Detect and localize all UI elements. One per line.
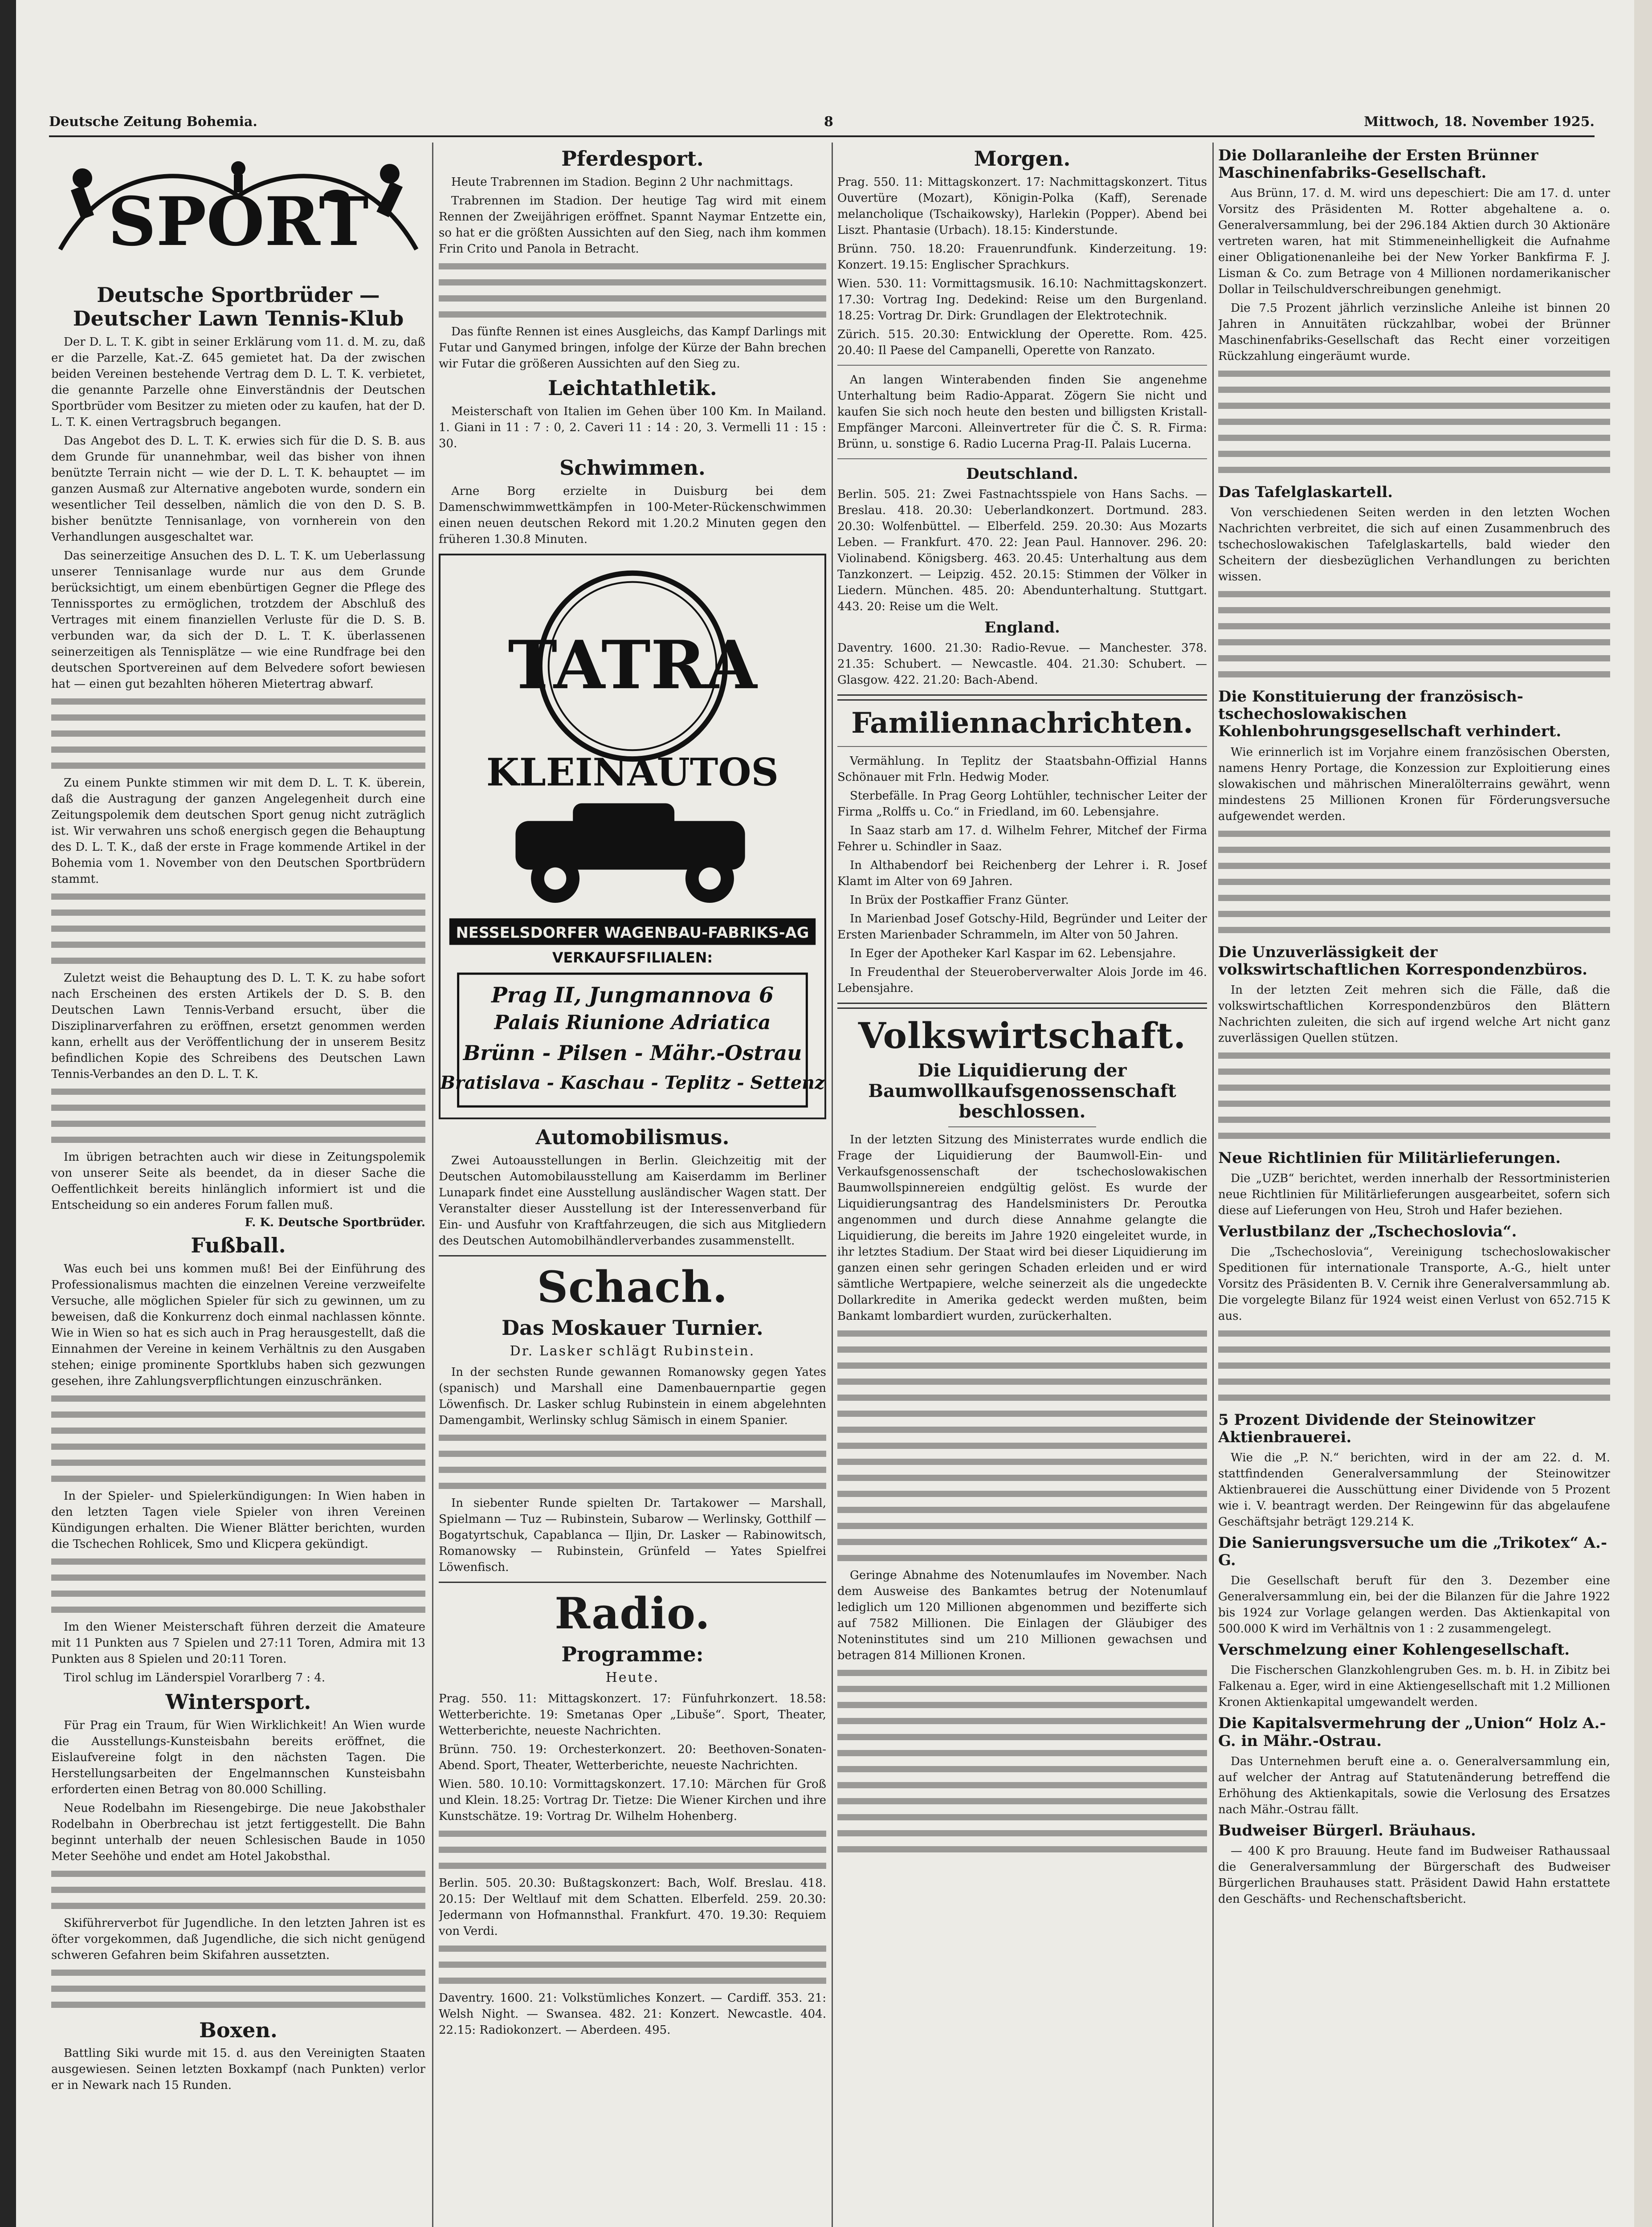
- paragraph: Wie erinnerlich ist im Vorjahre einem französischen Obersten, namens Henry Portage, die Konzession zur Exploitierung eines slowakischen und mährischen Mineralölterrains gewährt, wenn mindestens 25 Millionen Kronen für Förderungsversuche aufgewendet werden.: [1218, 745, 1610, 823]
- paragraph: Berlin. 505. 20.30: Bußtagskonzert: Bach, Wolf. Breslau. 418. 20.15: Der Weltlauf mit dem Schatten. Elberfeld. 259. 20.30: Jedermann von Hofmannsthal. Frankfurt. 470. 19.30: Requiem von Verdi.: [439, 1876, 826, 1938]
- paragraph: In Freudenthal der Steueroberverwalter Alois Jorde im 46. Lebensjahre.: [837, 965, 1207, 995]
- ad-company: NESSELSDORFER WAGENBAU-FABRIKS-AG: [456, 924, 809, 942]
- article-title-militaer: Neue Richtlinien für Militärlieferungen.: [1218, 1149, 1561, 1167]
- page-header: [49, 109, 1595, 135]
- header-date: Mittwoch, 18. November 1925.: [1364, 114, 1595, 130]
- section-title-radio: Radio.: [555, 1588, 710, 1639]
- paragraph: In der letzten Sitzung des Ministerrates wurde endlich die Frage der Liquidierung der Baumwoll-Ein- und Verkaufsgenossenschaft der tschechoslowakischen Baumwollspinnereien endgültig gelöst. Es wurde der Liquidierungsantrag des Handelsministers Dr. Peroutka angenommen und durch diese Annahme gelangte die Liquidierung, die bereits im Jahre 1920 eingeleitet wurde, in ihr letztes Stadium. Der Staat wird bei dieser Liquidierung im ganzen einen sehr geringen Schaden erleiden und er wird sämtliche Wertpapiere, welche seinerzeit als die ungedeckte Dollarkredite in Amerika gedeckt werden mußten, beim Bankamt lombardiert wurden, zurückerhalten.: [837, 1133, 1207, 1323]
- section-title-chess: Schach.: [537, 1261, 728, 1312]
- section-title-family: Familiennachrichten.: [851, 706, 1193, 740]
- section-title-horse: Pferdesport.: [561, 147, 704, 171]
- article-title-union: Die Kapitalsvermehrung der „Union“ Holz A.-G. in Mähr.-Ostrau.: [1218, 1714, 1606, 1750]
- ad-cities-2: Bratislava - Kaschau - Teplitz - Settenz: [441, 1073, 824, 1093]
- column-divider: [832, 143, 833, 2227]
- text-block: [837, 1327, 1207, 1567]
- ad-address-2: Palais Riunione Adriatica: [494, 1011, 771, 1034]
- section-title-germany: Deutschland.: [966, 465, 1078, 483]
- paragraph: Das seinerzeitige Ansuchen des D. L. T. K. um Ueberlassung unserer Tennisanlage wurde nur aus dem Grunde berücksichtigt, um einem ebenbürtigen Gegner die Pflege des Tennissportes zu ermöglichen, trotzdem der Abschluß des Vertrages mit einem finanziellen Verluste für die D. S. B. verbunden war, da sich der D. L. T. K. überlassenen seinerzeitigen als Tennisplätze — wie eine Rundfrage bei den deutschen Sportvereinen auf dem Belvedere sofort bewiesen hat — einen gut bezahlten höheren Mietertrag abwarf.: [51, 549, 425, 691]
- paragraph: Im übrigen betrachten auch wir diese in Zeitungspolemik von unserer Seite als beendet, da in dieser Sache die Oeffentlichkeit bereits hinlänglich informiert ist und die Entscheidung so ein anderes Forum fallen muß.: [51, 1150, 425, 1212]
- section-rule: [837, 365, 1207, 366]
- section-title-winter: Wintersport.: [165, 1689, 311, 1714]
- paragraph: Von verschiedenen Seiten werden in den letzten Wochen Nachrichten verbreitet, die sich auf einen Zusammenbruch des tschechoslowakischen Tafelglaskartells, bald wieder den Scheitern der diesbezüglichen Verhandlungen zu berichten wissen.: [1218, 506, 1610, 584]
- section-rule: [439, 1582, 826, 1583]
- economy-subtitle: Die Liquidierung der Baumwollkaufsgenossenschaft beschlossen.: [868, 1060, 1176, 1122]
- header-page-number: 8: [824, 114, 833, 130]
- article-title-unzuverlaessig: Die Unzuverlässigkeit der volkswirtschaftlichen Korrespondenzbüros.: [1218, 943, 1587, 979]
- paragraph: In der letzten Zeit mehren sich die Fälle, daß die volkswirtschaftlichen Korrespondenzbüros den Blättern Nachrichten zuleiten, die sich auf irgend welche Art nicht ganz zuverlässigen Quellen stützen.: [1218, 983, 1610, 1045]
- paragraph: Das Angebot des D. L. T. K. erwies sich für die D. S. B. aus dem Grunde für unannehmbar, weil das bisher von ihnen benützte Terrain nicht — wie der D. L. T. K. behauptet — im ganzen Ausmaß zur Alternative angeboten wurde, sondern ein wesentlicher Teil desselben, nämlich die von den D. S. B. bisher benützte Tennisanlage, von vornherein von den Verhandlungen ausgeschaltet war.: [51, 434, 425, 544]
- radio-subtitle: Programme:: [561, 1642, 704, 1667]
- text-block: [1218, 1049, 1610, 1145]
- paragraph: Für Prag ein Traum, für Wien Wirklichkeit! An Wien wurde die Ausstellungs-Kunsteisbahn bereits eröffnet, die Eislaufvereine folgt in den nächsten Tagen. Die Herstellungsarbeiten der Engelmannschen Kunsteisbahn erforderten einen Betrag von 80.000 Schilling.: [51, 1718, 425, 1796]
- paragraph: Neue Rodelbahn im Riesengebirge. Die neue Jakobsthaler Rodelbahn in Oberbrechau ist jetzt fertiggestellt. Die Bahn beginnt unterhalb der neuen Schlesischen Baude in 1050 Meter Seehöhe und endet am Hotel Jakobsthal.: [51, 1801, 425, 1863]
- tatra-advertisement: [439, 554, 826, 1119]
- article-title-bilanz: Verlustbilanz der „Tschechoslovia“.: [1218, 1222, 1517, 1240]
- paragraph: Zürich. 515. 20.30: Entwicklung der Operette. Rom. 425. 20.40: Il Paese del Campanelli, Operette von Ranzato.: [837, 327, 1207, 357]
- sport-banner-illustration: [51, 143, 425, 276]
- paragraph: Brünn. 750. 18.20: Frauenrundfunk. Kinderzeitung. 19: Konzert. 19.15: Englischer Sprachkurs.: [837, 242, 1207, 272]
- paragraph: Wie die „P. N.“ berichten, wird in der am 22. d. M. stattfindenden Generalversammlung der Steinowitzer Aktienbrauerei die Ausschüttung einer Dividende von 5 Prozent wie i. V. beantragt werden. Der Reingewinn für das abgelaufene Geschäftsjahr beträgt 129.214 K.: [1218, 1451, 1610, 1529]
- ad-branches-label: VERKAUFSFILIALEN:: [552, 950, 713, 966]
- column-2: [439, 143, 826, 2227]
- paragraph: Das Unternehmen beruft eine a. o. Generalversammlung ein, auf welcher der Antrag auf Statutenänderung betreffend die Erhöhung des Aktienkapitals, sowie die Verlosung des Ersatzes nach Mähr.-Ostrau fällt.: [1218, 1754, 1610, 1816]
- paragraph: Daventry. 1600. 21: Volkstümliches Konzert. — Cardiff. 353. 21: Welsh Night. — Swansea. 482. 21: Konzert. Newcastle. 404. 22.15: Radiokonzert. — Aberdeen. 495.: [439, 1991, 826, 2037]
- ad-kleinautos: KLEINAUTOS: [486, 750, 779, 795]
- paragraph: Die „Tschechoslovia“, Vereinigung tschechoslowakischer Speditionen für internationale Transporte, A.-G., hielt unter Vorsitz des Präsidenten B. V. Cernik ihre Generalversammlung ab. Die vorgelegte Bilanz für 1924 weist einen Verlust von 652.715 K aus.: [1218, 1245, 1610, 1323]
- text-block: [1218, 1327, 1610, 1407]
- paragraph: Skiführerverbot für Jugendliche. In den letzten Jahren ist es öfter vorgekommen, daß Jugendliche, die sich nicht genügend schweren Gefahren beim Skifahren aussetzten.: [51, 1916, 425, 1962]
- chess-subtitle: Das Moskauer Turnier.: [502, 1315, 763, 1340]
- section-title-football: Fußball.: [191, 1233, 286, 1257]
- paragraph: Das fünfte Rennen ist eines Ausgleichs, das Kampf Darlings mit Futar und Ganymed bringen, infolge der Kürze der Bahn brechen wir Futar die größeren Aussichten auf den Sieg zu.: [439, 325, 826, 371]
- header-rule: [49, 135, 1595, 137]
- paragraph: Geringe Abnahme des Notenumlaufes im November. Nach dem Ausweise des Bankamtes betrug der Notenumlauf lediglich um 120 Millionen abgenommen und bezifferte sich auf 7582 Millionen. Die Einlagen der Gläubiger des Noteninstitutes sind um 210 Millionen gewachsen und betragen 814 Millionen Kronen.: [837, 1568, 1207, 1662]
- section-rule: [439, 1255, 826, 1256]
- paragraph: In der sechsten Runde gewannen Romanowsky gegen Yates (spanisch) und Marshall eine Damenbauernpartie gegen Löwenfisch. Dr. Lasker schlug Rubinstein in einem abgelehnten Damengambit, Werlinsky schlug Sämisch in einem Spanier.: [439, 1365, 826, 1427]
- text-block: [51, 890, 425, 970]
- text-block: [439, 260, 826, 324]
- text-block: [439, 1431, 826, 1495]
- paragraph: Wien. 580. 10.10: Vormittagskonzert. 17.10: Märchen für Groß und Klein. 18.25: Vortrag Dr. Tietze: Die Wiener Kirchen und ihre Kunstschätze. 19: Vortrag Dr. Wilhelm Hohenberg.: [439, 1778, 826, 1823]
- scan-edge-left: [0, 0, 16, 2227]
- paragraph: Die Gesellschaft beruft für den 3. Dezember eine Generalversammlung ein, bei der die Bilanzen für die Jahre 1922 bis 1924 zur Vorlage gelangen werden. Das Aktienkapital von 500.000 K wird im Verhältnis von 1 : 2 zusammengelegt.: [1218, 1574, 1610, 1636]
- text-block: [439, 1942, 826, 1990]
- paragraph: Vermählung. In Teplitz der Staatsbahn-Offizial Hanns Schönauer mit Frln. Hedwig Moder.: [837, 754, 1207, 784]
- paragraph: In siebenter Runde spielten Dr. Tartakower — Marshall, Spielmann — Tuz — Rubinstein, Subarow — Werlinsky, Gotthilf — Bogatyrtschuk, Capablanca — Iljin, Dr. Lasker — Rabinowitsch, Romanowsky — Rubinstein, Grünfeld — Yates Spielfrei Löwenfisch.: [439, 1496, 826, 1574]
- article-title: Deutsche Sportbrüder — Deutscher Lawn Tennis-Klub: [73, 283, 404, 330]
- section-title-athletics: Leichtathletik.: [548, 375, 717, 400]
- article-signature: F. K. Deutsche Sportbrüder.: [245, 1215, 425, 1229]
- text-block: [1218, 827, 1610, 939]
- section-rule: [837, 746, 1207, 747]
- paragraph: Arne Borg erzielte in Duisburg bei dem Damenschwimmwettkämpfen in 100-Meter-Rückenschwimmen einen neuen deutschen Rekord mit 1.20.2 Minuten gegen den früheren 1.30.8 Minuten.: [439, 484, 826, 546]
- text-block: [837, 1666, 1207, 1859]
- paragraph: Was euch bei uns kommen muß! Bei der Einführung des Professionalismus machten die einzelnen Vereine verzweifelte Versuche, alle möglichen Spieler für sich zu gewinnen, um zu beweisen, daß die Konkurrenz doch einmal nachlassen könnte. Wie in Wien so hat es sich auch in Prag herausgestellt, daß die Einnahmen der Vereine in keinem Verhältnis zu den Ausgaben stehen; einige prominente Sportklubs haben sich gezwungen gesehen, ihre Zahlungsverpflichtungen einzuschränken.: [51, 1262, 425, 1388]
- paragraph: Meisterschaft von Italien im Gehen über 100 Km. In Mailand. 1. Giani in 11 : 7 : 0, 2. Caveri 11 : 14 : 20, 3. Vermelli 11 : 15 : 30.: [439, 404, 826, 450]
- text-block: [51, 1867, 425, 1915]
- section-title-swimming: Schwimmen.: [559, 455, 706, 480]
- paragraph: Wien. 530. 11: Vormittagsmusik. 16.10: Nachmittagskonzert. 17.30: Vortrag Ing. Dedekind: Reise um den Burgenland. 18.25: Vortrag Dr. Dirk: Grundlagen der Elektrotechnik.: [837, 277, 1207, 322]
- paragraph: Zu einem Punkte stimmen wir mit dem D. L. T. K. überein, daß die Austragung der ganzen Angelegenheit durch eine Zeitungspolemik dem deutschen Sport genug nicht zuträglich ist. Wir verwahren uns schoß energisch gegen die Behauptung des D. L. T. K., daß der erste in Frage kommende Artikel in der Bohemia vom 1. November von den Deutschen Sportbrüdern stammt.: [51, 776, 425, 886]
- paragraph: In der Spieler- und Spielerkündigungen: In Wien haben in den letzten Tagen viele Spieler von ihren Vereinen Kündigungen erhalten. Die Wiener Blätter berichten, wurden die Tschechen Rohlicek, Smo und Klicpera gekündigt.: [51, 1489, 425, 1551]
- paragraph: In Marienbad Josef Gotschy-Hild, Begründer und Leiter der Ersten Marienbader Schrammeln, im Alter von 50 Jahren.: [837, 912, 1207, 942]
- paragraph: Prag. 550. 11: Mittagskonzert. 17: Nachmittagskonzert. Titus Ouvertüre (Mozart), Königin-Polka (Kaff), Serenade melancholique (Tschaikowsky), Harlekin (Popper). Abend bei Liszt. Phantasie (Urbach). 18.15: Kinderstunde.: [837, 175, 1207, 237]
- paragraph: Aus Brünn, 17. d. M. wird uns depeschiert: Die am 17. d. unter Vorsitz des Präsidenten M. Rotter abgehaltene a. o. Generalversammlung, bei der 296.184 Aktien durch 30 Aktionäre vertreten waren, hat mit Stimmeneinhelligkeit die Aufnahme einer Obligationenanleihe bei der New Yorker Bankfirma F. J. Lisman & Co. zum Betrage von 4 Millionen nordamerikanischer Dollar in Teilschuldverschreibungen genehmigt.: [1218, 187, 1610, 297]
- tatra-ad-graphic: [441, 555, 824, 1118]
- sport-banner-title: SPORT: [108, 183, 369, 261]
- radio-today: Heute.: [605, 1670, 660, 1686]
- paragraph: Brünn. 750. 19: Orchesterkonzert. 20: Beethoven-Sonaten-Abend. Sport, Theater, Wetterberichte, neueste Nachrichten.: [439, 1743, 826, 1773]
- paragraph: Die Fischerschen Glanzkohlengruben Ges. m. b. H. in Zibitz bei Falkenau a. Eger, wird in eine Aktiengesellschaft mit 1.2 Millionen Kronen Aktienkapital umgewandelt werden.: [1218, 1664, 1610, 1709]
- section-title-tomorrow: Morgen.: [974, 147, 1071, 171]
- radio-advert-paragraph: An langen Winterabenden finden Sie angenehme Unterhaltung beim Radio-Apparat. Zögern Sie nicht und kaufen Sie sich noch heute den besten und billigsten Kristall-Empfänger Marconi. Alleinvertreter für die Č. S. R. Firma: Brünn, u. sonstige 6. Radio Lucerna Prag-II. Palais Lucerna.: [837, 373, 1207, 451]
- paragraph: Zuletzt weist die Behauptung des D. L. T. K. zu habe sofort nach Erscheinen des ersten Artikels der D. S. B. den Deutschen Lawn Tennis-Verband ersucht, über die Disziplinarverfahren zu eröffnen, ersetzt genommen werden kann, erhellt aus der Veröffentlichung der in unserem Besitz befindlichen Kopie des Schreibens des Deutschen Lawn Tennis-Verbandes an den D. L. T. K.: [51, 971, 425, 1081]
- article-title-budweis: Budweiser Bürgerl. Bräuhaus.: [1218, 1821, 1476, 1840]
- article-title-dividende: 5 Prozent Dividende der Steinowitzer Aktienbrauerei.: [1218, 1411, 1535, 1447]
- article-title-dollar: Die Dollaranleihe der Ersten Brünner Maschinenfabriks-Gesellschaft.: [1218, 147, 1538, 182]
- section-rule: [837, 1003, 1207, 1009]
- column-divider: [1212, 143, 1214, 2227]
- paragraph: Battling Siki wurde mit 15. d. aus den Vereinigten Staaten ausgewiesen. Seinen letzten Boxkampf (nach Punkten) verlor er in Newark nach 15 Runden.: [51, 2047, 425, 2092]
- text-block: [51, 1392, 425, 1488]
- column-4: [1218, 143, 1610, 2227]
- paragraph: Sterbefälle. In Prag Georg Lohtühler, technischer Leiter der Firma „Rolffs u. Co.“ in Friedland, im 60. Lebensjahre.: [837, 789, 1207, 819]
- paragraph: In Althabendorf bei Reichenberg der Lehrer i. R. Josef Klamt im Alter von 69 Jahren.: [837, 858, 1207, 888]
- article-title-tafelglas: Das Tafelglaskartell.: [1218, 483, 1393, 502]
- paragraph: Berlin. 505. 21: Zwei Fastnachtsspiele von Hans Sachs. — Breslau. 418. 20.30: Ueberlandkonzert. Dortmund. 283. 20.30: Wolfenbüttel. — Elberfeld. 259. 20.30: Aus Mozarts Leben. — Frankfurt. 470. 22: Jean Paul. Hannover. 296. 20: Violinabend. Königsberg. 463. 20.45: Unterhaltung aus dem Tanzkonzert. — Leipzig. 452. 20.15: Stimmen der Völker in Liedern. München. 485. 20: Abendunterhaltung. Stuttgart. 443. 20: Reise um die Welt.: [837, 487, 1207, 613]
- article-title-sanierung: Die Sanierungsversuche um die „Trikotex“ A.-G.: [1218, 1534, 1607, 1570]
- text-block: [51, 695, 425, 775]
- paragraph: Tirol schlug im Länderspiel Vorarlberg 7 : 4.: [64, 1671, 326, 1685]
- section-rule: [837, 694, 1207, 701]
- text-block: [439, 1827, 826, 1875]
- column-1: [51, 143, 425, 2227]
- paragraph: — 400 K pro Brauung. Heute fand im Budweiser Rathaussaal die Generalversammlung der Bürgerschaft des Budweiser Bürgerlichen Brauhauses statt. Präsident Dawid Hahn erstattete den Geschäfts- und Rechenschaftsbericht.: [1218, 1844, 1610, 1906]
- paragraph: Heute Trabrennen im Stadion. Beginn 2 Uhr nachmittags.: [451, 175, 793, 189]
- ad-address-1: Prag II, Jungmannova 6: [491, 983, 774, 1008]
- section-title-boxing: Boxen.: [199, 2018, 277, 2042]
- paragraph: Die 7.5 Prozent jährlich verzinsliche Anleihe ist binnen 20 Jahren in Annuitäten rückzahlbar, wobei der Brünner Maschinenfabriks-Gesellschaft das Recht einer vorzeitigen Rückzahlung eingeräumt wurde.: [1218, 302, 1610, 363]
- paragraph: In Saaz starb am 17. d. Wilhelm Fehrer, Mitchef der Firma Fehrer u. Schindler in Saaz.: [837, 824, 1207, 853]
- paragraph: Trabrennen im Stadion. Der heutige Tag wird mit einem Rennen der Zweijährigen eröffnet. Spannt Naymar Entzette ein, so hat er die größten Aussichten auf den Sieg, nach ihm kommen Frin Crito und Panola in Betracht.: [439, 194, 826, 256]
- text-block: [51, 1085, 425, 1149]
- text-block: [1218, 587, 1610, 684]
- text-block: [51, 1966, 425, 2014]
- section-rule: [837, 458, 1207, 459]
- paragraph: In Eger der Apotheker Karl Kaspar im 62. Lebensjahre.: [850, 946, 1176, 960]
- sport-banner: [51, 143, 425, 276]
- text-block: [1218, 367, 1610, 479]
- column-divider: [432, 143, 433, 2227]
- chess-subtitle-2: Dr. Lasker schlägt Rubinstein.: [510, 1343, 755, 1359]
- paragraph: In Brüx der Postkaffier Franz Günter.: [850, 893, 1069, 907]
- scan-edge-right: [1634, 0, 1652, 2227]
- paragraph: Prag. 550. 11: Mittagskonzert. 17: Fünfuhrkonzert. 18.58: Wetterberichte. 19: Smetanas Oper „Libuše“. Sport, Theater, Wetterberichte, neueste Nachrichten.: [439, 1692, 826, 1738]
- section-title-economy: Volkswirtschaft.: [858, 1014, 1187, 1056]
- paragraph: Daventry. 1600. 21.30: Radio-Revue. — Manchester. 378. 21.35: Schubert. — Newcastle. 404. 21.30: Schubert. — Glasgow. 422. 21.20: Bach-Abend.: [837, 641, 1207, 687]
- section-title-automobil: Automobilismus.: [535, 1125, 730, 1149]
- header-newspaper-name: Deutsche Zeitung Bohemia.: [49, 114, 257, 130]
- section-rule: [948, 1126, 1096, 1127]
- paragraph: Im den Wiener Meisterschaft führen derzeit die Amateure mit 11 Punkten aus 7 Spielen und 27:11 Toren, Admira mit 13 Punkten aus 8 Spielen und 20:11 Toren.: [51, 1620, 425, 1666]
- text-block: [51, 1555, 425, 1619]
- tatra-logo-text: TATRA: [508, 626, 757, 704]
- column-3: [837, 143, 1207, 2227]
- article-title-kohlen: Verschmelzung einer Kohlengesellschaft.: [1218, 1641, 1570, 1659]
- ad-cities-1: Brünn - Pilsen - Mähr.-Ostrau: [463, 1040, 802, 1065]
- paragraph: Die „UZB“ berichtet, werden innerhalb der Ressortministerien neue Richtlinien für Militärlieferungen ausgearbeitet, sofern sich diese auf Lieferungen von Heu, Stroh und Hafer beziehen.: [1218, 1171, 1610, 1217]
- paragraph: Der D. L. T. K. gibt in seiner Erklärung vom 11. d. M. zu, daß er die Parzelle, Kat.-Z. 645 gemietet hat. Da der zwischen beiden Vereinen bestehende Vertrag dem D. L. T. K. verbietet, die genannte Parzelle ohne Einverständnis der Deutschen Sportbrüder vom Besitzer zu mieten oder zu kaufen, hat der D. L. T. K. einen Vertragsbruch begangen.: [51, 335, 425, 429]
- section-title-england: England.: [984, 618, 1060, 636]
- paragraph: Zwei Autoausstellungen in Berlin. Gleichzeitig mit der Deutschen Automobilausstellung am Kaiserdamm im Berliner Lunapark findet eine Ausstellung ausländischer Wagen statt. Der Veranstalter dieser Ausstellung ist der Interessenverband für Ein- und Ausfuhr von Kraftfahrzeugen, die sich aus Mitgliedern des Deutschen Automobilhändlerverbandes zusammenstellt.: [439, 1154, 826, 1248]
- article-title-konstituierung: Die Konstituierung der französisch-tschechoslowakischen Kohlenbohrungsgesellschaft verhindert.: [1218, 688, 1562, 741]
